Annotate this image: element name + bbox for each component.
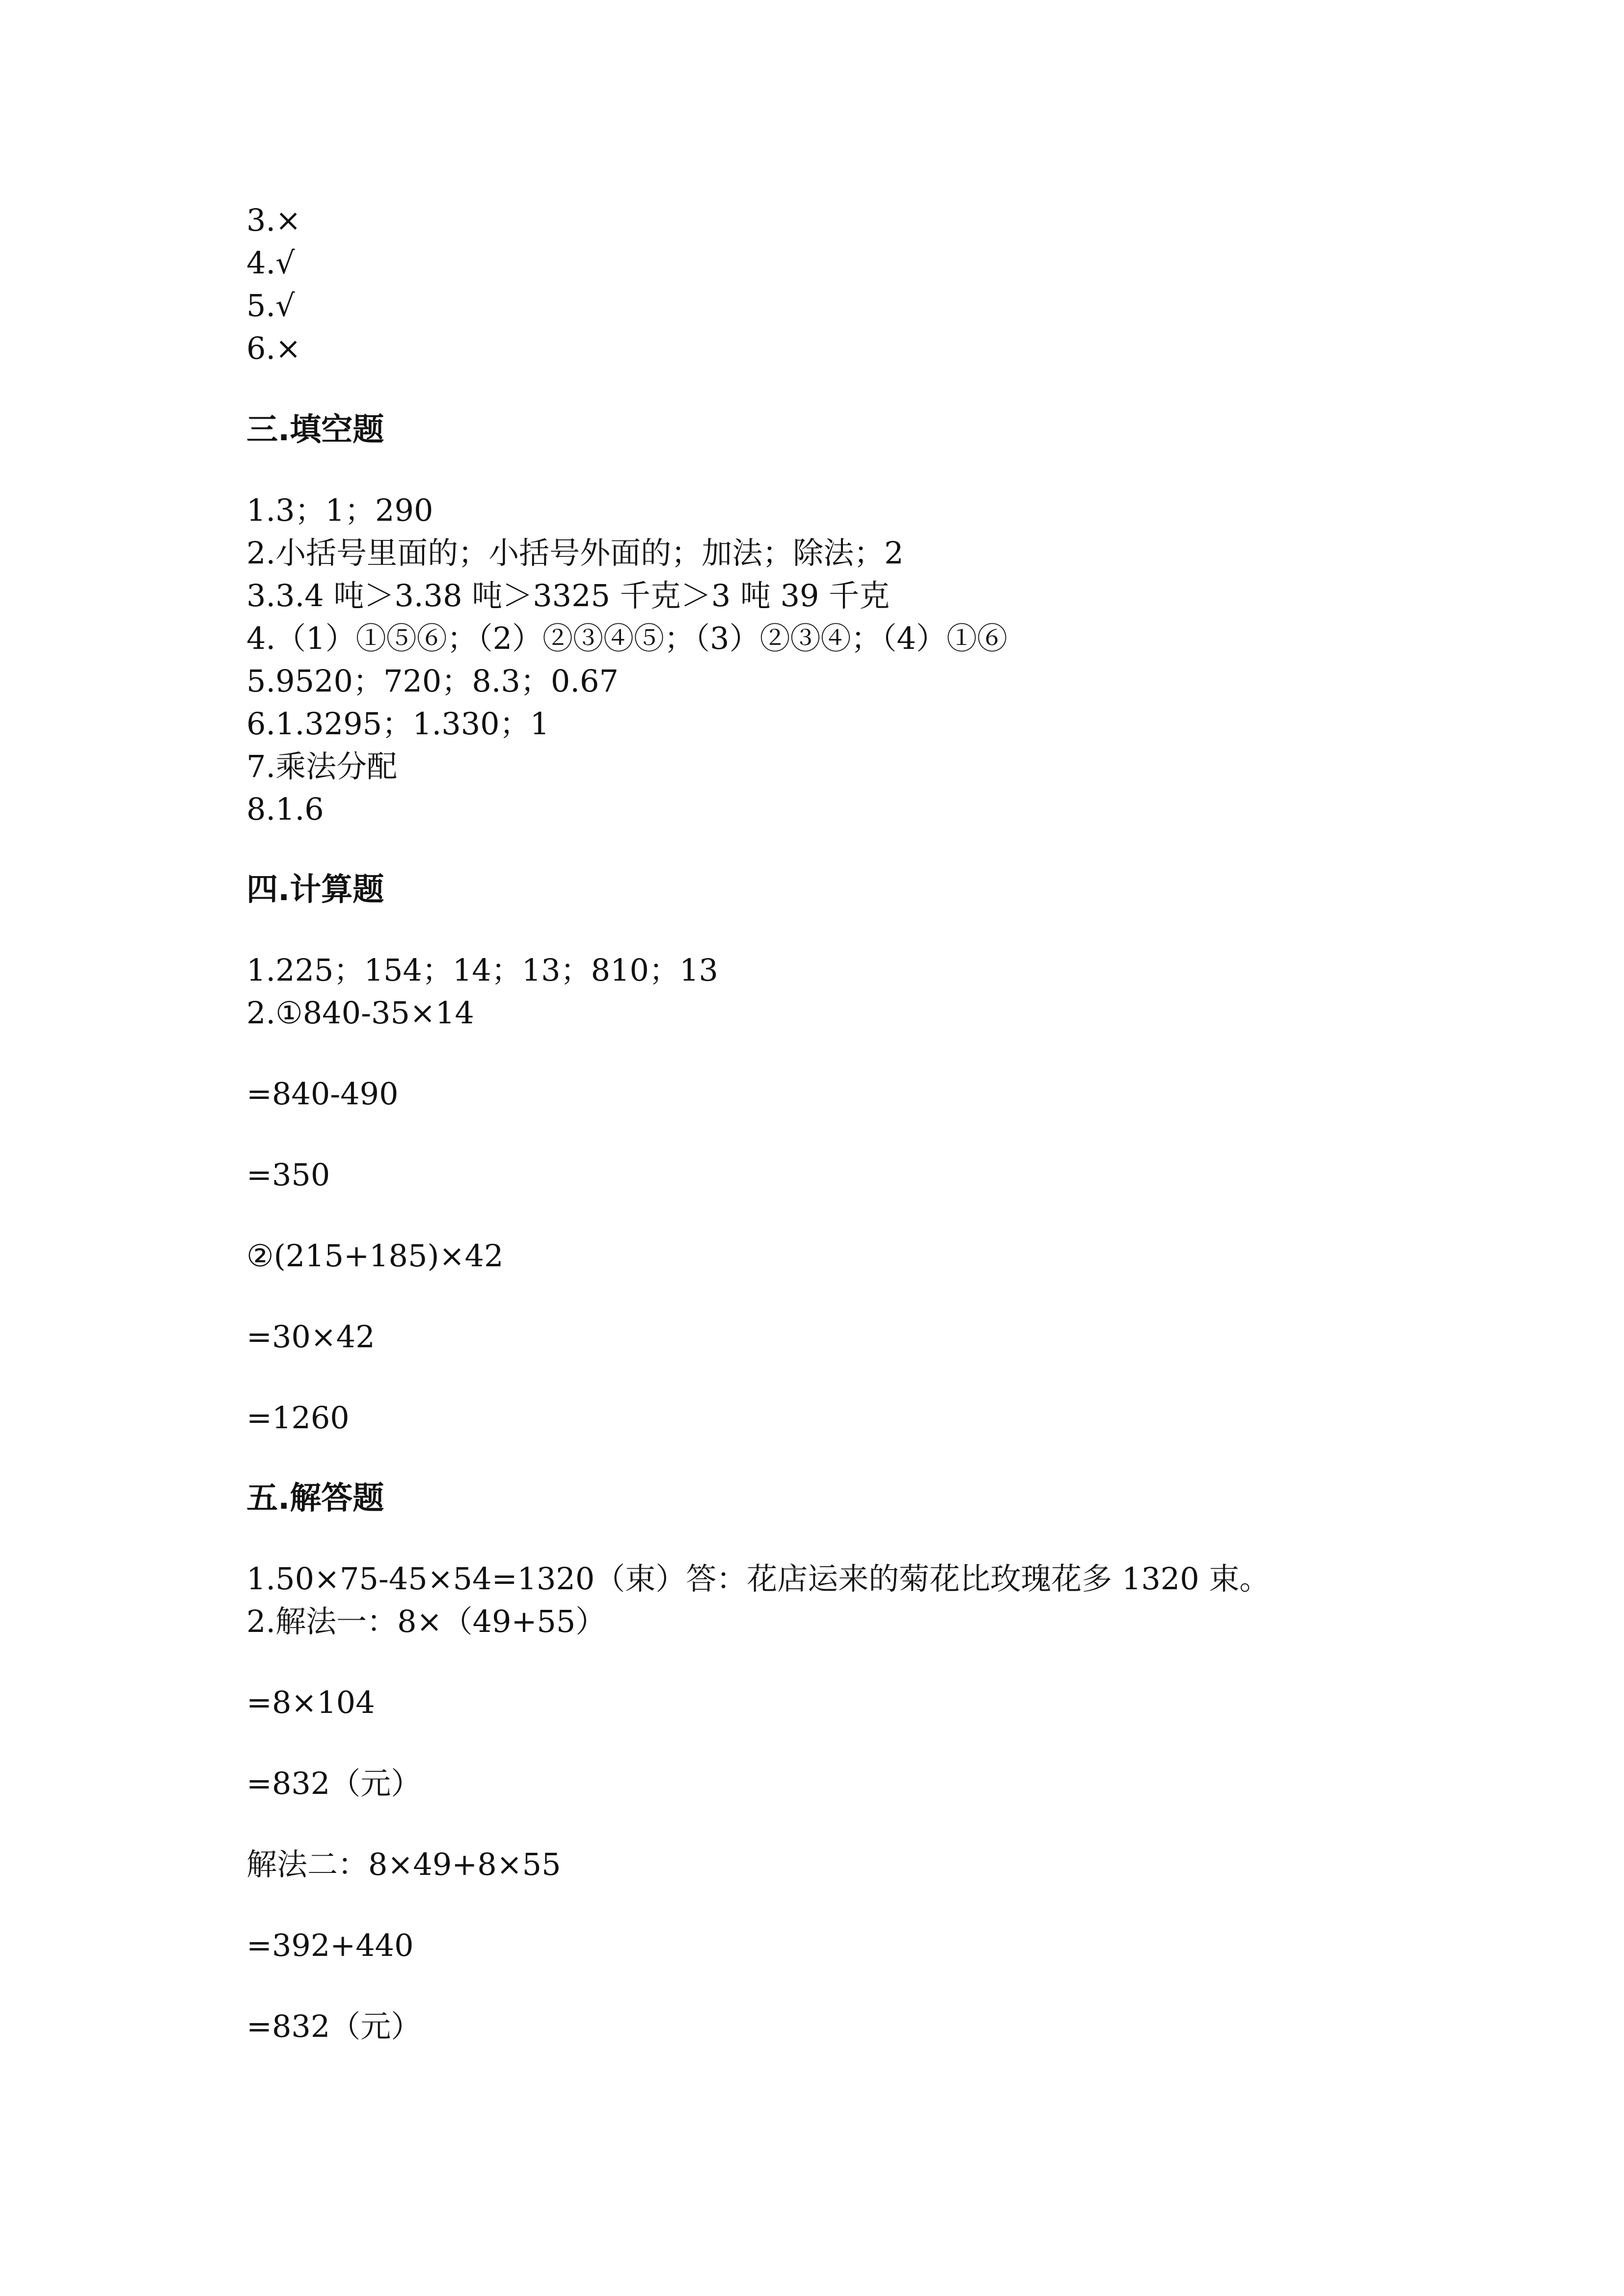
calc-step: 2.①840-35×14 [246, 995, 474, 1031]
calc-step: =840-490 [246, 1076, 399, 1112]
fill-answer-6: 6.1.3295；1.330；1 [246, 706, 550, 742]
judge-answer-6: 6.× [246, 330, 301, 366]
fill-answer-1: 1.3；1；290 [246, 492, 433, 528]
word-answer-step: =392+440 [246, 1927, 414, 1963]
judge-answer-4: 4.√ [246, 245, 295, 281]
calc-step: =1260 [246, 1400, 350, 1436]
calc-step: ②(215+185)×42 [246, 1238, 504, 1274]
judge-answer-3: 3.× [246, 202, 301, 238]
word-answer-step: =832（元） [246, 1765, 422, 1801]
section-title-fill-blank: 三.填空题 [246, 412, 384, 448]
word-answer-step: =832（元） [246, 2008, 422, 2044]
calc-answer-1: 1.225；154；14；13；810；13 [246, 952, 718, 988]
judge-answer-5: 5.√ [246, 288, 295, 323]
fill-answer-8: 8.1.6 [246, 791, 324, 827]
calc-step: =30×42 [246, 1319, 375, 1355]
word-answer-1: 1.50×75-45×54=1320（束）答：花店运来的菊花比玫瑰花多 1320 束。 [246, 1561, 1270, 1597]
section-title-calculation: 四.计算题 [246, 872, 384, 908]
section-title-word-problems: 五.解答题 [246, 1480, 384, 1517]
fill-answer-2: 2.小括号里面的；小括号外面的；加法；除法；2 [246, 535, 904, 571]
fill-answer-7: 7.乘法分配 [246, 748, 398, 784]
fill-answer-4: 4.（1）①⑤⑥；（2）②③④⑤；（3）②③④；（4）①⑥ [246, 620, 1007, 656]
word-answer-step: 解法二：8×49+8×55 [246, 1846, 561, 1882]
fill-answer-5: 5.9520；720；8.3；0.67 [246, 663, 619, 699]
word-answer-step: =8×104 [246, 1684, 375, 1720]
word-answer-step: 2.解法一：8×（49+55） [246, 1603, 606, 1639]
fill-answer-3: 3.3.4 吨＞3.38 吨＞3325 千克＞3 吨 39 千克 [246, 578, 890, 614]
calc-step: =350 [246, 1157, 330, 1193]
